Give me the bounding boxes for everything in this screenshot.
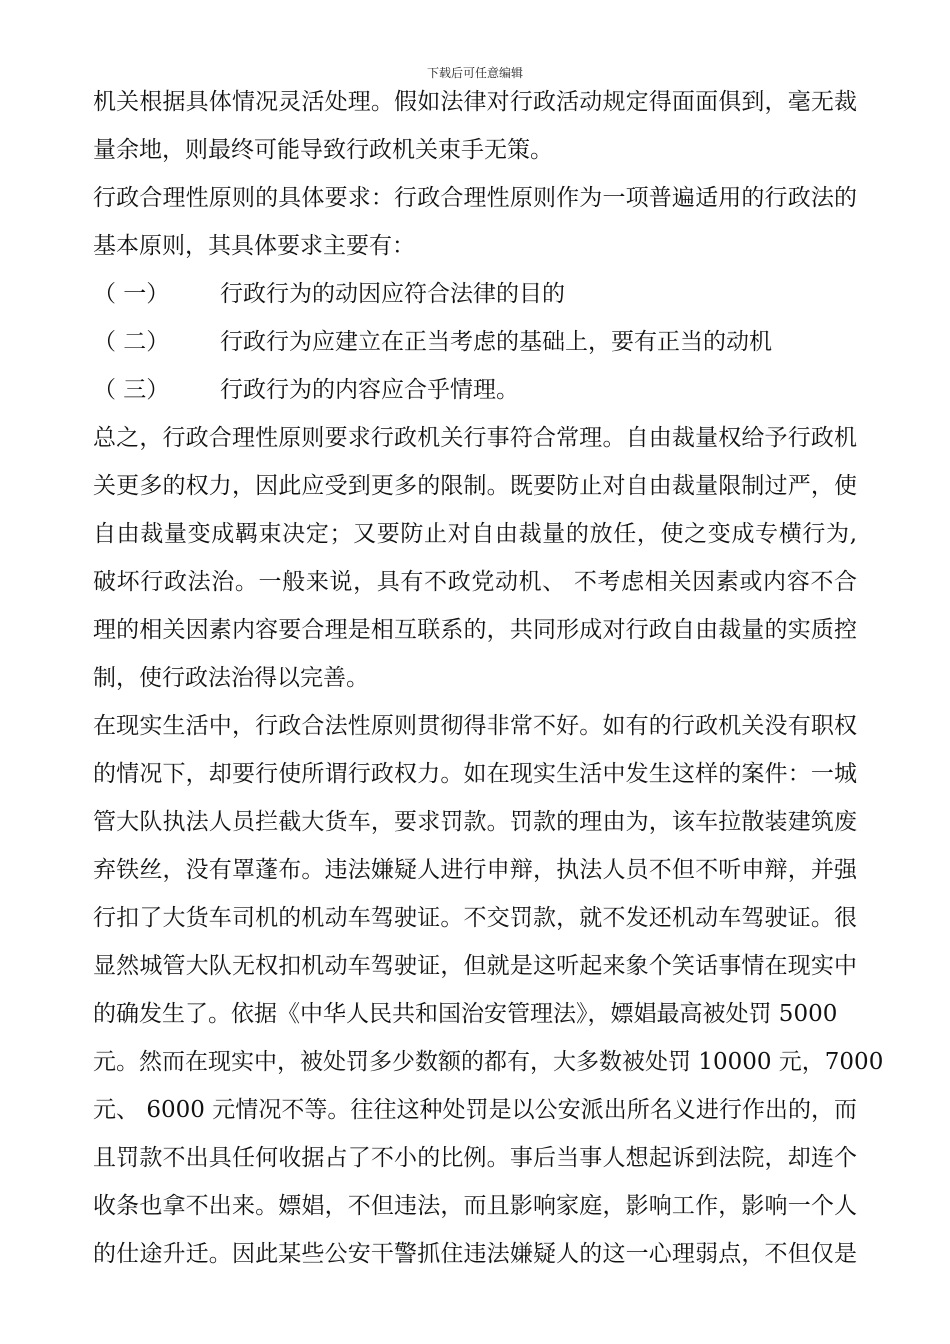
text-line: 基本原则，其具体要求主要有： [93,233,415,259]
text-line: 行扣了大货车司机的机动车驾驶证。不交罚款，就不发还机动车驾驶证。很 [93,905,857,931]
text-line: 制，使行政法治得以完善。 [93,665,369,691]
text-line: 破坏行政法治。一般来说，具有不政党动机、 不考虑相关因素或内容不合 [93,569,857,595]
text-line: 自由裁量变成羁束决定；又要防止对自由裁量的放任，使之变成专横行为, [93,521,857,547]
list-text: 行政行为的动因应符合法律的目的 [220,281,565,307]
paragraph-2 [93,174,857,270]
text-line: 的仕途升迁。因此某些公安干警抓住违法嫌疑人的这一心理弱点，不但仅是 [93,1241,857,1267]
list-item [93,270,857,318]
text-line: 在现实生活中，行政合法性原则贯彻得非常不好。如有的行政机关没有职权 [93,713,857,739]
list-item [93,366,857,414]
text-line: 理的相关因素内容要合理是相互联系的，共同形成对行政自由裁量的实质控 [93,617,857,643]
text-line: 总之，行政合理性原则要求行政机关行事符合常理。自由裁量权给予行政机 [93,425,857,451]
text-line: 关更多的权力，因此应受到更多的限制。既要防止对自由裁量限制过严，使 [93,473,857,499]
text-line: 行政合理性原则的具体要求：行政合理性原则作为一项普遍适用的行政法的 [93,185,857,211]
text-line: 元、 6000 元情况不等。往往这种处罚是以公安派出所名义进行作出的，而 [93,1097,857,1123]
list-number: （ 一） [93,281,170,307]
text-line: 管大队执法人员拦截大货车，要求罚款。罚款的理由为，该车拉散装建筑废 [93,809,857,835]
text-line: 收条也拿不出来。嫖娼，不但违法，而且影响家庭，影响工作，影响一个人 [93,1193,857,1219]
document-body [93,78,884,1278]
text-line: 且罚款不出具任何收据占了不小的比例。事后当事人想起诉到法院，却连个 [93,1145,857,1171]
text-line: 显然城管大队无权扣机动车驾驶证，但就是这听起来象个笑话事情在现实中 [93,953,857,979]
text-line: 弃铁丝，没有罩蓬布。违法嫌疑人进行申辩，执法人员不但不听申辩，并强 [93,857,857,883]
text-line: 的确发生了。依据《中华人民共和国治安管理法》，嫖娼最高被处罚 5000 [93,1001,838,1027]
paragraph-3 [93,414,857,702]
paragraph-4 [93,702,884,1278]
text-line: 的情况下，却要行使所谓行政权力。如在现实生活中发生这样的案件：一城 [93,761,857,787]
requirements-list [93,270,857,414]
list-number: （ 三） [93,377,170,403]
list-item [93,318,857,366]
text-line: 量余地，则最终可能导致行政机关束手无策。 [93,137,553,163]
text-line: 元。然而在现实中，被处罚多少数额的都有，大多数被处罚 10000 元，7000 [93,1049,884,1075]
list-number: （ 二） [93,329,170,355]
list-text: 行政行为应建立在正当考虑的基础上，要有正当的动机 [220,329,772,355]
paragraph-1 [93,78,857,174]
list-text: 行政行为的内容应合乎情理。 [220,377,519,403]
page-header: 下载后可任意编辑 [426,66,523,80]
text-line: 机关根据具体情况灵活处理。假如法律对行政活动规定得面面俱到，毫无裁 [93,89,857,115]
